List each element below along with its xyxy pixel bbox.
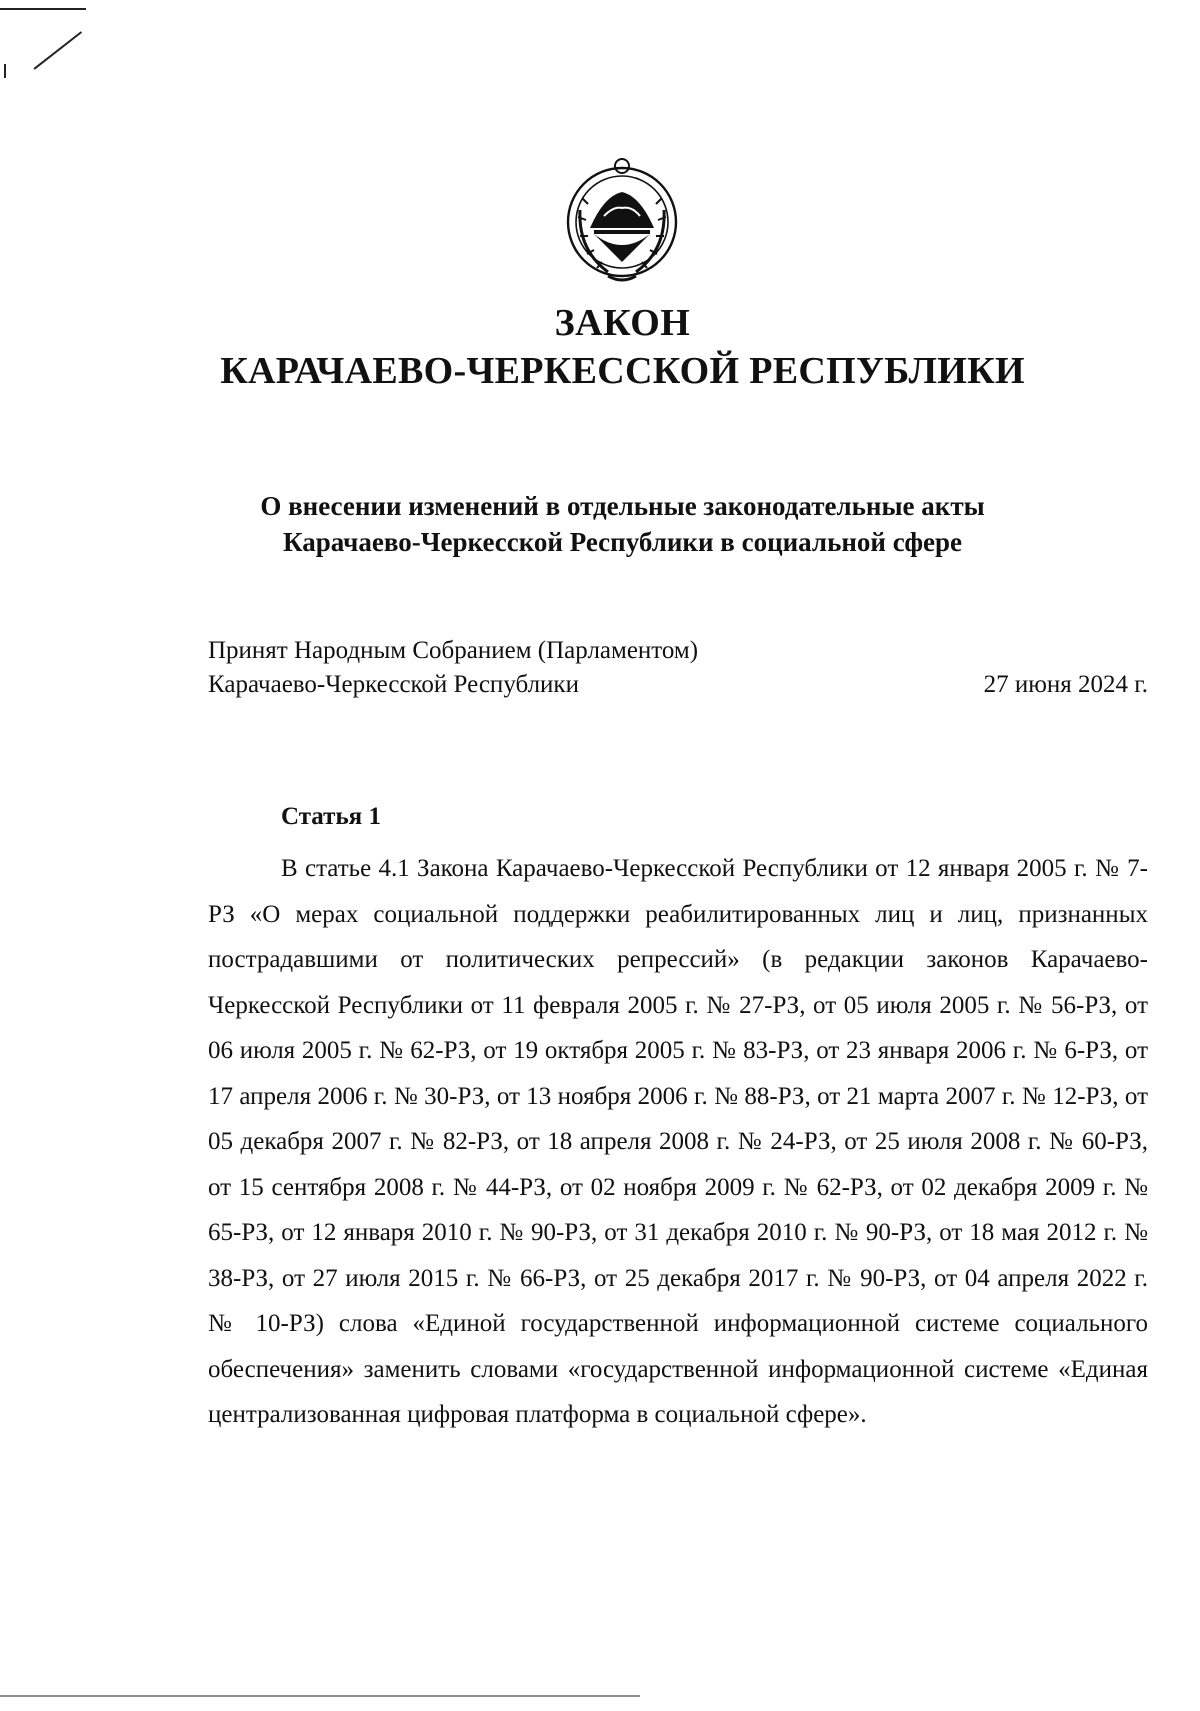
adoption-info (208, 634, 698, 702)
scan-artifact (34, 31, 82, 69)
article-body: В статье 4.1 Закона Карачаево-Черкесской Республики от 12 января 2005 г. № 7-РЗ «О мерах социальной поддержки реабилитированных лиц и лиц, признанных пострадавшими от политических репрессий» (в редакции законов Карачаево-Черкесской Республики от 11 февраля 2005 г. № 27-РЗ, от 05 июля 2005 г. № 56-РЗ, от 06 июля 2005 г. № 62-РЗ, от 19 октября 2005 г. № 83-РЗ, от 23 января 2006 г. № 6-РЗ, от 17 апреля 2006 г. № 30-РЗ, от 13 ноября 2006 г. № 88-РЗ, от 21 марта 2007 г. № 12-РЗ, от 05 декабря 2007 г. № 82-РЗ, от 18 апреля 2008 г. № 24-РЗ, от 25 июля 2008 г. № 60-РЗ, от 15 сентября 2008 г. № 44-РЗ, от 02 ноября 2009 г. № 62-РЗ, от 02 декабря 2009 г. № 65-РЗ, от 12 января 2010 г. № 90-РЗ, от 31 декабря 2010 г. № 90-РЗ, от 18 мая 2012 г. № 38-РЗ, от 27 июля 2015 г. № 66-РЗ, от 25 декабря 2017 г. № 90-РЗ, от 04 апреля 2022 г. № 10-РЗ) слова «Единой государственной информационной системе социального обеспечения» заменить словами «государственной информационной системе «Единая централизованная цифровая платформа в социальной сфере». (208, 855, 1148, 1428)
scan-artifact (4, 64, 6, 78)
document-subject (0, 488, 1200, 560)
adoption-republic: Карачаево-Черкесской Республики (208, 671, 579, 698)
document-title-republic: КАРАЧАЕВО-ЧЕРКЕССКОЙ РЕСПУБЛИКИ (220, 350, 1025, 392)
adoption-date: 27 июня 2024 г. (983, 671, 1148, 698)
coat-of-arms-icon (560, 150, 684, 290)
document-title: ЗАКОН (554, 302, 691, 344)
article-heading: Статья 1 (281, 803, 381, 830)
adoption-body: Принят Народным Собранием (Парламентом) (208, 637, 699, 664)
scan-artifact (0, 8, 86, 10)
document-subject-line: О внесении изменений в отдельные законодательные акты (260, 491, 985, 521)
document-subject-line: Карачаево-Черкесской Республики в социальной сфере (282, 527, 963, 557)
scan-artifact (0, 1695, 640, 1697)
